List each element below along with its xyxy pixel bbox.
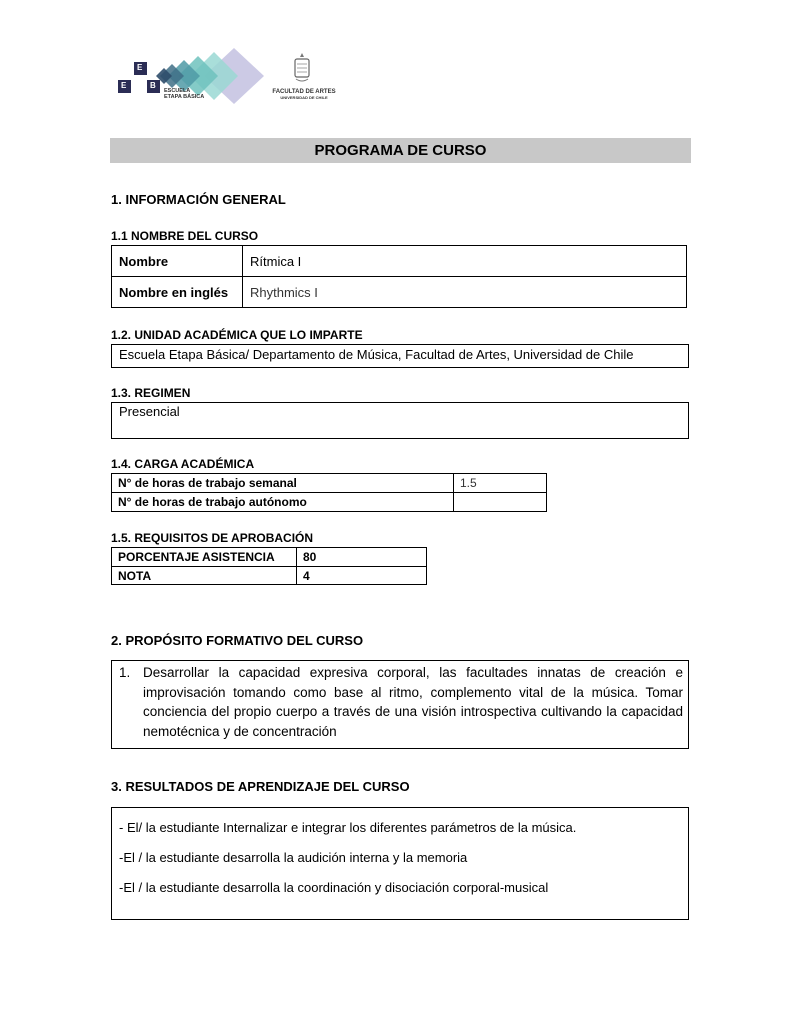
table-row bbox=[112, 548, 427, 567]
purpose-item-number: 1. bbox=[119, 665, 131, 680]
purpose-text: Desarrollar la capacidad expresiva corporal, las facultades innatas de creación e improvisación tomando como base al ritmo, complemento vital de la música. Tomar conciencia del propio cuerpo a través de una visión introspectiva cultivando la capacidad nemotécnica y de concentración bbox=[143, 665, 683, 739]
university-seal-icon bbox=[292, 52, 312, 84]
school-line1: ESCUELA bbox=[164, 88, 191, 94]
english-name-label: Nombre en inglés bbox=[112, 277, 243, 308]
requisitos-heading: 1.5. REQUISITOS DE APROBACIÓN bbox=[111, 531, 314, 545]
page-title: PROGRAMA DE CURSO bbox=[110, 138, 691, 163]
facultad-artes-logo bbox=[268, 52, 338, 106]
unidad-heading: 1.2. UNIDAD ACADÉMICA QUE LO IMPARTE bbox=[111, 328, 363, 342]
grade-label: NOTA bbox=[112, 567, 297, 585]
table-row bbox=[112, 493, 547, 512]
school-line2: ETAPA BÁSICA bbox=[164, 94, 205, 100]
logo-letter-b: B bbox=[150, 81, 156, 90]
result-item-1: - El/ la estudiante Internalizar e integrar los diferentes parámetros de la música. bbox=[119, 820, 577, 835]
regimen-value: Presencial bbox=[119, 404, 180, 419]
logo-letter-e2: E bbox=[121, 81, 127, 90]
table-row bbox=[112, 277, 687, 308]
result-item-3: -El / la estudiante desarrolla la coordinación y disociación corporal-musical bbox=[119, 880, 549, 895]
faculty-line1: FACULTAD DE ARTES bbox=[272, 89, 336, 95]
attendance-label: PORCENTAJE ASISTENCIA bbox=[112, 548, 297, 567]
result-item-2: -El / la estudiante desarrolla la audición interna y la memoria bbox=[119, 850, 468, 865]
carga-heading: 1.4. CARGA ACADÉMICA bbox=[111, 457, 255, 471]
logo-letter-e1: E bbox=[137, 63, 143, 72]
escuela-etapa-basica-logo bbox=[114, 48, 289, 106]
table-row bbox=[112, 567, 427, 585]
section1-heading: 1. INFORMACIÓN GENERAL bbox=[111, 192, 286, 207]
faculty-line2: UNIVERSIDAD DE CHILE bbox=[280, 95, 328, 100]
grade-value: 4 bbox=[297, 567, 427, 585]
unidad-box bbox=[111, 344, 689, 368]
requisitos-table bbox=[111, 547, 427, 585]
course-name-label: Nombre bbox=[112, 246, 243, 277]
section3-heading: 3. RESULTADOS DE APRENDIZAJE DEL CURSO bbox=[111, 779, 410, 794]
regimen-box bbox=[111, 402, 689, 439]
weekly-hours-label: N° de horas de trabajo semanal bbox=[112, 474, 454, 493]
autonomous-hours-value bbox=[454, 493, 547, 512]
table-row bbox=[112, 246, 687, 277]
course-name-table bbox=[111, 245, 687, 308]
purpose-box bbox=[111, 660, 689, 749]
weekly-hours-value: 1.5 bbox=[454, 474, 547, 493]
school-name bbox=[164, 88, 204, 100]
table-row bbox=[112, 474, 547, 493]
unidad-value: Escuela Etapa Básica/ Departamento de Música, Facultad de Artes, Universidad de Chile bbox=[119, 347, 634, 362]
carga-table bbox=[111, 473, 547, 512]
course-name-value: Rítmica I bbox=[243, 246, 687, 277]
section2-heading: 2. PROPÓSITO FORMATIVO DEL CURSO bbox=[111, 633, 364, 648]
results-box bbox=[111, 807, 689, 920]
faculty-name bbox=[268, 89, 340, 101]
attendance-value: 80 bbox=[297, 548, 427, 567]
regimen-heading: 1.3. REGIMEN bbox=[111, 386, 191, 400]
course-name-heading: 1.1 NOMBRE DEL CURSO bbox=[111, 229, 259, 243]
autonomous-hours-label: N° de horas de trabajo autónomo bbox=[112, 493, 454, 512]
english-name-value: Rhythmics I bbox=[243, 277, 687, 308]
